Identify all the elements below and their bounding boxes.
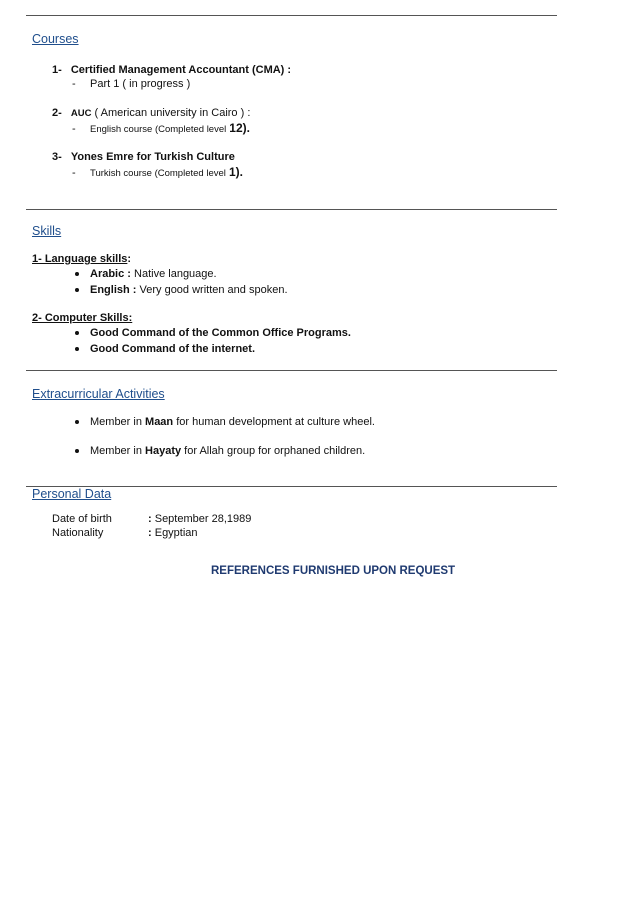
activity-desc: for human development at culture wheel. (173, 416, 375, 428)
computer-skill-item: Good Command of the Common Office Programs. (90, 327, 351, 339)
language-item-arabic (90, 268, 217, 280)
language-name: Arabic : (90, 268, 131, 280)
personal-value-dob (148, 513, 251, 525)
course-level: 12). (229, 121, 250, 135)
language-name: English : (90, 284, 137, 296)
course-number: 2- (52, 107, 62, 119)
extracurricular-heading: Extracurricular Activities (32, 387, 165, 401)
course-sub: Part 1 ( in progress ) (90, 78, 191, 90)
divider-courses (26, 209, 557, 210)
course-number: 3- (52, 151, 62, 163)
course-title: Certified Management Accountant (CMA) : (70, 64, 292, 76)
course-dash: - (72, 78, 76, 90)
language-item-english (90, 284, 288, 296)
personal-colon: : (148, 513, 152, 525)
bullet-icon (75, 347, 79, 351)
activity-org: Maan (145, 416, 174, 428)
activity-prefix: Member in (90, 416, 146, 428)
personal-data-heading: Personal Data (32, 487, 112, 501)
course-sub-text: Turkish course (Completed level (90, 168, 226, 179)
activity-item (90, 445, 365, 457)
course-abbr: AUC (70, 108, 92, 119)
language-level: Native language. (130, 268, 217, 280)
language-level: Very good written and spoken. (136, 284, 288, 296)
course-item-1 (52, 64, 291, 76)
course-item-3 (52, 151, 235, 163)
bullet-icon (75, 288, 79, 292)
personal-label: Nationality (52, 527, 104, 539)
computer-skill-item: Good Command of the internet. (90, 343, 255, 355)
course-sub (90, 121, 250, 135)
course-sub-text: English course (Completed level (90, 124, 227, 135)
activity-item (90, 416, 375, 428)
divider-top (26, 15, 557, 16)
course-dash: - (72, 167, 76, 179)
computer-skills-title: 2- Computer Skills: (32, 312, 133, 324)
course-sub (90, 165, 243, 179)
personal-value-nationality (148, 527, 198, 539)
bullet-icon (75, 449, 79, 453)
course-dash: - (72, 123, 76, 135)
language-skills-label: 1- Language skills (32, 253, 128, 265)
divider-skills (26, 370, 557, 371)
bullet-icon (75, 272, 79, 276)
activity-desc: for Allah group for orphaned children. (181, 445, 366, 457)
references-note: REFERENCES FURNISHED UPON REQUEST (211, 565, 456, 577)
personal-colon: : (148, 527, 152, 539)
course-level: 1). (228, 165, 243, 179)
activity-prefix: Member in (90, 445, 146, 457)
course-title: Yones Emre for Turkish Culture (70, 151, 235, 163)
personal-label: Date of birth (52, 513, 112, 525)
bullet-icon (75, 331, 79, 335)
activity-org: Hayaty (145, 445, 182, 457)
personal-value: September 28,1989 (151, 513, 252, 525)
skills-heading: Skills (32, 224, 62, 238)
personal-value: Egyptian (151, 527, 198, 539)
course-number: 1- (52, 64, 62, 76)
course-item-2 (52, 107, 250, 119)
courses-heading: Courses (32, 32, 79, 46)
bullet-icon (75, 420, 79, 424)
course-title: ( American university in Cairo ) : (94, 107, 251, 119)
language-skills-title (32, 253, 131, 265)
language-skills-colon: : (127, 253, 132, 265)
